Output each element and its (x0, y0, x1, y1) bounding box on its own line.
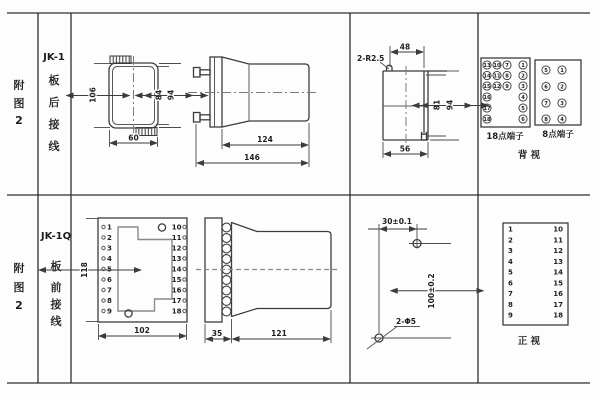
jk1q-side-view (196, 218, 340, 343)
pin-number: 10 (493, 63, 501, 69)
terminal-number: 14 (171, 265, 182, 274)
sheet-grid (7, 13, 590, 383)
mounting-hole (158, 224, 165, 231)
pin-number: 14 (483, 73, 491, 80)
wiring-char: 板 (48, 74, 60, 87)
pin-number: 7 (505, 63, 509, 69)
dim-81: 81 (432, 99, 442, 111)
wiring-char: 板 (50, 260, 62, 273)
pin-number: 16 (483, 95, 491, 101)
terminal-block-8 (535, 60, 581, 140)
table-number: 13 (553, 258, 563, 266)
table-number: 18 (553, 311, 563, 320)
dim-124: 124 (257, 135, 273, 144)
terminal-number: 17 (171, 297, 182, 305)
pin-number: 3 (521, 84, 525, 90)
terminal-number: 15 (171, 276, 182, 284)
table-numbers-right (553, 226, 563, 320)
jk1-side-view (188, 57, 316, 167)
dim-note-2-phi5: 2-Φ5 (396, 317, 416, 326)
table-number: 8 (508, 301, 513, 309)
fig-label-char: 附 (13, 262, 25, 275)
dim-48: 48 (399, 42, 411, 52)
terminal-number: 18 (171, 307, 182, 316)
dim-94: 94 (166, 89, 176, 101)
pin-number: 6 (521, 117, 525, 123)
wiring-char: 线 (50, 315, 62, 328)
table-number: 3 (508, 247, 513, 256)
terminal-block-18 (481, 58, 530, 142)
pin-number: 7 (544, 101, 548, 107)
table-number: 11 (553, 236, 563, 245)
fig-label-num: 2 (15, 114, 23, 127)
dim-118: 118 (80, 262, 89, 278)
pin-number: 17 (483, 106, 491, 112)
dim-121: 121 (271, 329, 287, 338)
wiring-char: 接 (48, 118, 60, 131)
pin-number: 2 (521, 73, 525, 80)
pin-number: 2 (560, 84, 564, 91)
jk1-panel-cutout (357, 43, 489, 159)
pin-number: 3 (560, 101, 564, 107)
pin-number: 4 (521, 95, 525, 101)
pin-number: 4 (560, 117, 564, 123)
dim-note-2-r2\.5: 2-R2.5 (357, 54, 385, 63)
front-terminals-right (172, 224, 186, 316)
wiring-char: 线 (48, 140, 60, 153)
pin-number: 1 (560, 68, 564, 74)
dim-102: 102 (134, 326, 150, 335)
pin-number: 18 (483, 117, 491, 123)
terminal-number: 7 (107, 286, 112, 295)
dim-84: 84 (154, 89, 164, 101)
table-number: 7 (508, 290, 513, 299)
table-number: 9 (508, 311, 513, 320)
terminal-number: 3 (107, 244, 112, 253)
terminal-number: 11 (171, 234, 182, 242)
inner-stepped-outline (118, 227, 172, 311)
terminal18-pins (483, 61, 527, 123)
pin-number: 8 (544, 117, 548, 123)
pin-number: 11 (493, 73, 501, 80)
mounting-tab-hatched (110, 56, 131, 64)
terminal-number: 10 (171, 223, 182, 232)
pin-number: 1 (521, 63, 525, 69)
terminal-number: 13 (171, 255, 182, 263)
dim-94-cutout: 94 (445, 99, 455, 111)
terminal8-caption: 8点端子 (542, 130, 574, 140)
dim-56: 56 (399, 144, 411, 154)
pin-number: 15 (483, 84, 491, 90)
bolt-shaft (200, 115, 210, 120)
jk1-front-view (67, 56, 208, 147)
table-number: 10 (553, 225, 563, 234)
pin-number: 9 (505, 84, 509, 90)
table-number: 6 (508, 279, 513, 288)
dim-35: 35 (211, 329, 223, 338)
pin-number: 5 (521, 106, 525, 112)
terminal-number: 12 (171, 244, 182, 253)
table-number: 12 (553, 247, 563, 256)
pin-number: 6 (544, 84, 548, 91)
dim-146: 146 (244, 153, 260, 162)
fig-label-char: 图 (13, 97, 25, 110)
front-view-caption: 正 视 (517, 336, 541, 347)
table-number: 17 (553, 301, 563, 309)
pin-number: 12 (493, 84, 501, 90)
jk1q-terminal-table (503, 223, 568, 347)
terminal-number: 16 (171, 286, 182, 295)
terminal-number: 8 (107, 297, 112, 305)
table-number: 1 (508, 225, 513, 234)
notch-bottom-right (422, 133, 427, 140)
model-label: JK-1Q (40, 231, 72, 242)
fig-label-num: 2 (15, 299, 23, 312)
dim-100: 100±0.2 (427, 273, 436, 309)
row2-labels (14, 231, 72, 328)
wiring-char: 接 (50, 298, 62, 311)
terminal18-caption: 18点端子 (486, 132, 524, 142)
pin-number: 5 (544, 68, 548, 74)
model-label: JK-1 (43, 52, 65, 63)
dim-106: 106 (88, 87, 98, 103)
table-number: 15 (553, 279, 563, 288)
wiring-char: 后 (48, 96, 60, 109)
table-numbers-left (508, 226, 513, 320)
fig-label-char: 图 (13, 281, 25, 294)
terminal-number: 1 (107, 223, 112, 232)
wiring-char: 前 (50, 281, 62, 294)
jk1q-drilling-plan (367, 217, 483, 349)
table-number: 14 (553, 268, 563, 277)
mounting-tab-hatched (136, 128, 157, 136)
table-number: 2 (508, 236, 513, 245)
dim-60: 60 (128, 133, 139, 143)
pin-number: 13 (483, 63, 491, 69)
table-number: 5 (508, 268, 513, 277)
terminal-number: 5 (107, 265, 112, 274)
terminal-number: 6 (107, 276, 112, 284)
bolt-head (194, 68, 201, 78)
row1-labels (14, 52, 65, 153)
dim-30: 30±0.1 (381, 217, 413, 226)
bolt-shaft (200, 70, 210, 75)
terminal-number: 9 (107, 307, 112, 316)
terminal8-pins (542, 66, 566, 123)
pin-number: 8 (505, 73, 509, 80)
fig-label-char: 附 (13, 79, 25, 92)
bolt-head (194, 113, 201, 123)
back-view-caption: 背 视 (517, 150, 541, 161)
terminal-number: 4 (107, 255, 112, 263)
table-number: 4 (508, 258, 513, 266)
terminal-number: 2 (107, 234, 112, 242)
table-number: 16 (553, 290, 563, 299)
